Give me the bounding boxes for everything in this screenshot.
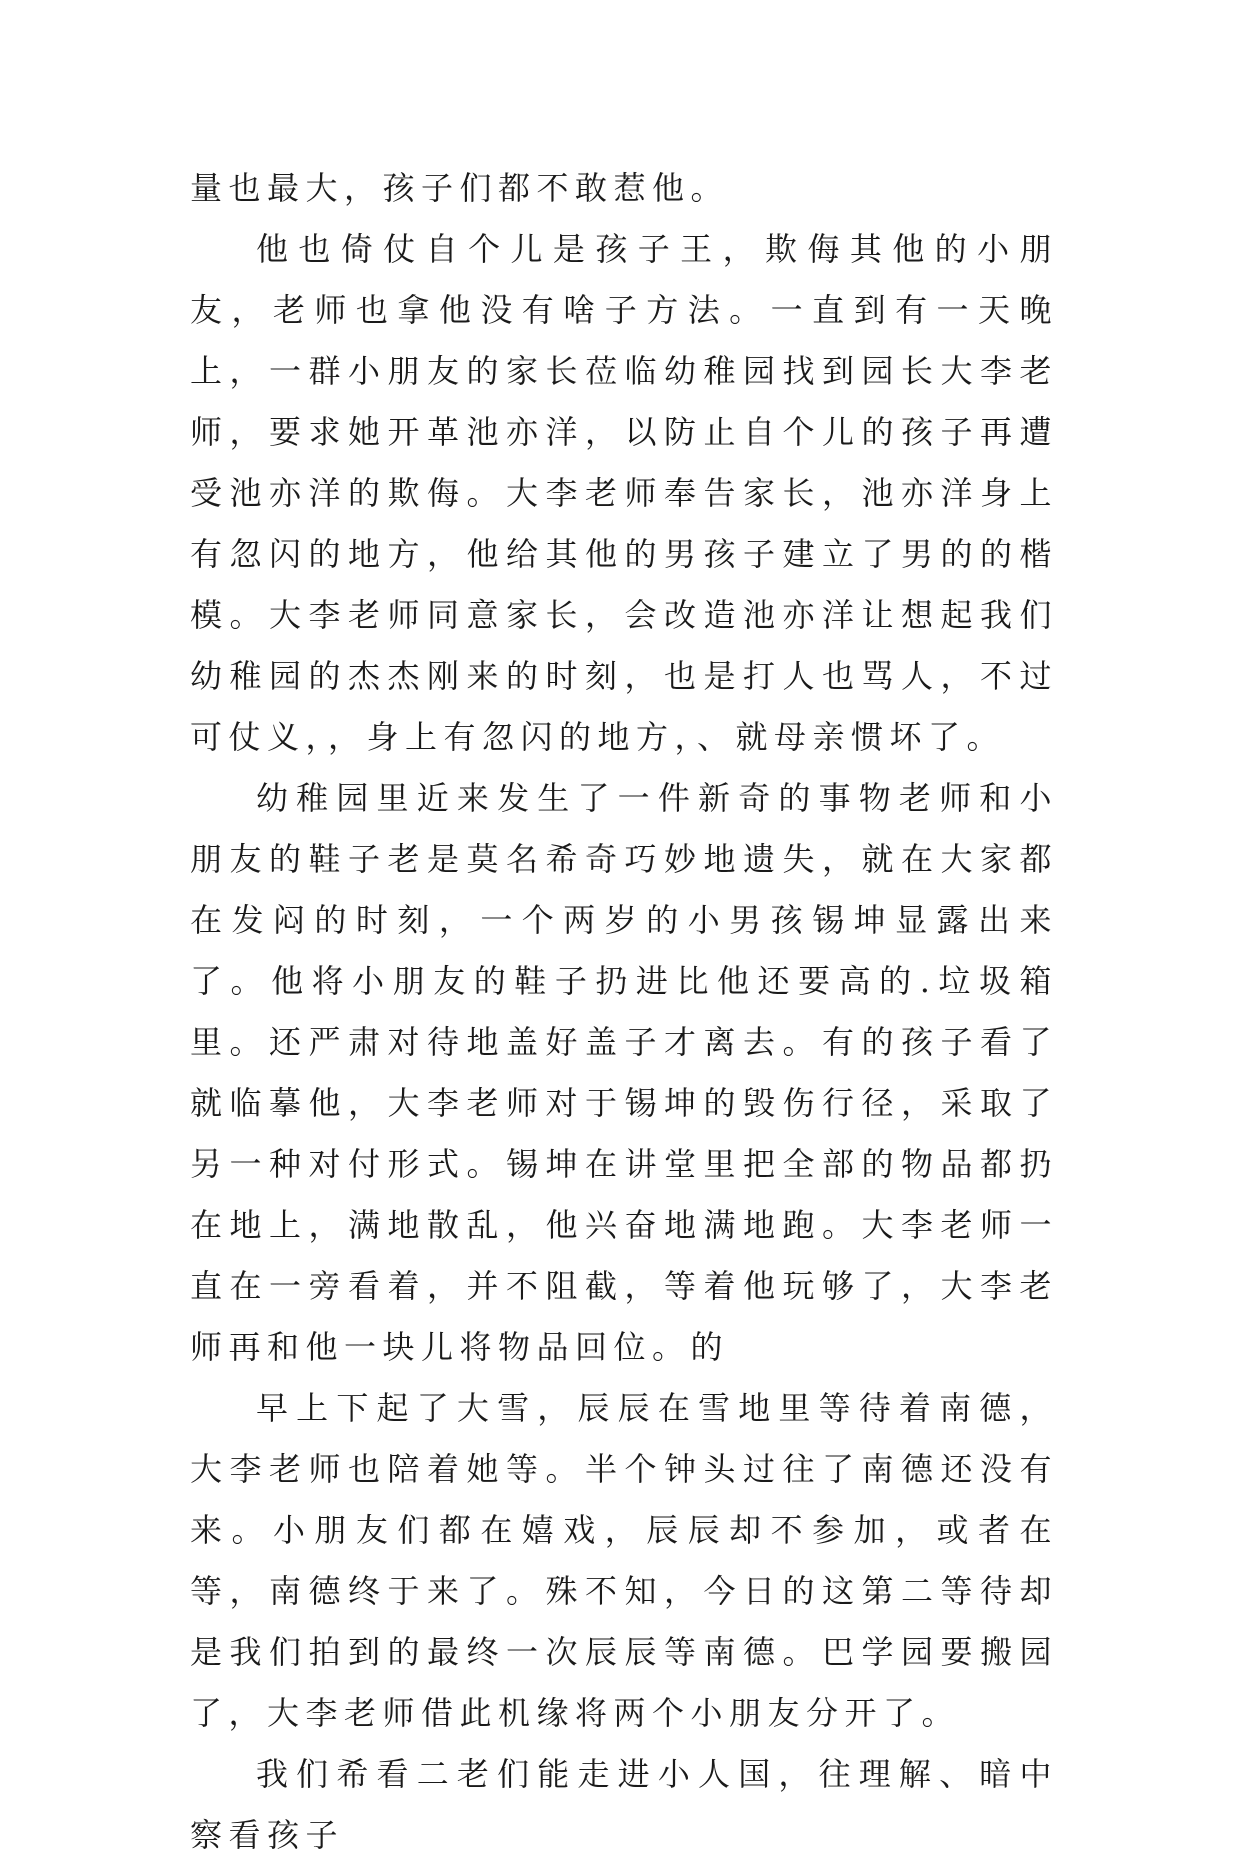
paragraph-3: 幼稚园里近来发生了一件新奇的事物老师和小朋友的鞋子老是莫名希奇巧妙地遗失，就在大家都在发闷的时刻，一个两岁的小男孩锡坤显露出来了。他将小朋友的鞋子扔进比他还要高的.垃圾箱里。还严肃对待地盖好盖子才离去。有的孩子看了就临摹他，大李老师对于锡坤的毁伤行径，采取了另一种对付形式。锡坤在讲堂里把全部的物品都扔在地上，满地散乱，他兴奋地满地跑。大李老师一直在一旁看着，并不阻截，等着他玩够了，大李老师再和他一块儿将物品回位。的 bbox=[190, 779, 1058, 1366]
paragraph-2: 他也倚仗自个儿是孩子王，欺侮其他的小朋友，老师也拿他没有啥子方法。一直到有一天晚上，一群小朋友的家长莅临幼稚园找到园长大李老师，要求她开革池亦洋，以防止自个儿的孩子再遭受池亦洋的欺侮。大李老师奉告家长，池亦洋身上有忽闪的地方，他给其他的男孩子建立了男的的楷模。大李老师同意家长，会改造池亦洋让想起我们幼稚园的杰杰刚来的时刻，也是打人也骂人，不过可仗义，，身上有忽闪的地方，、就母亲惯坏了。 bbox=[190, 230, 1058, 756]
document-body bbox=[190, 158, 1058, 1866]
paragraph-4: 早上下起了大雪，辰辰在雪地里等待着南德，大李老师也陪着她等。半个钟头过往了南德还没有来。小朋友们都在嬉戏，辰辰却不参加，或者在等，南德终于来了。殊不知，今日的这第二等待却是我们拍到的最终一次辰辰等南德。巴学园要搬园了，大李老师借此机缘将两个小朋友分开了。 bbox=[190, 1389, 1058, 1732]
paragraph-1: 量也最大，孩子们都不敢惹他。 bbox=[190, 169, 730, 207]
paragraph-5: 我们希看二老们能走进小人国，往理解、暗中察看孩子 bbox=[190, 1755, 1058, 1854]
